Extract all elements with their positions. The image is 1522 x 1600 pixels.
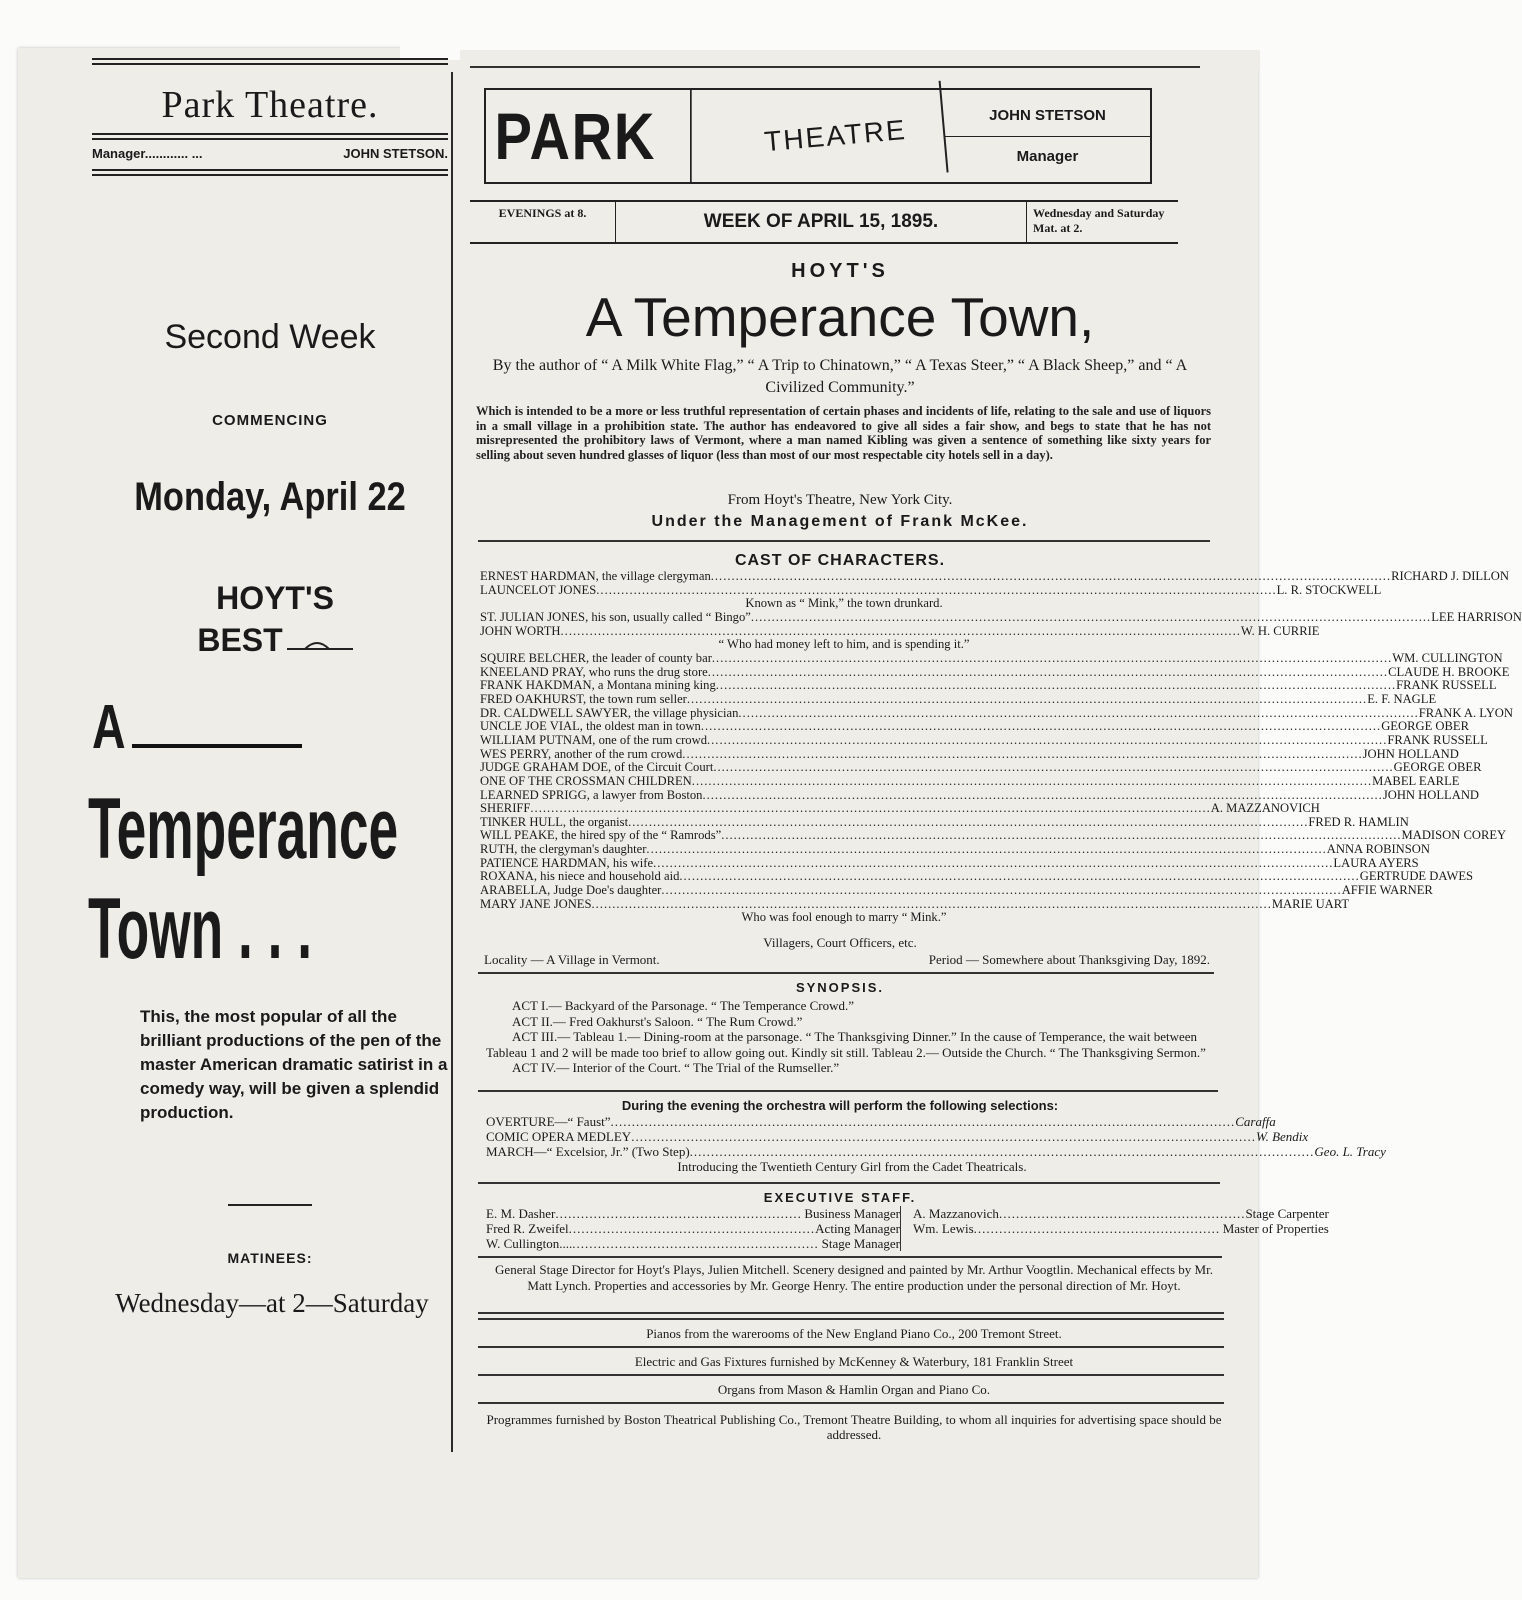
staff-left-column	[486, 1206, 900, 1251]
organs-notice: Organs from Mason & Hamlin Organ and Piano Co.	[717, 1382, 991, 1397]
big-a-underline	[132, 744, 302, 748]
leader-dots	[751, 611, 1431, 625]
flourish-icon	[287, 639, 353, 651]
fixtures-notice: Electric and Gas Fixtures furnished by McKenney & Waterbury, 181 Franklin Street	[634, 1354, 1074, 1369]
orchestra-list	[486, 1114, 1386, 1174]
staff-role: Master of Properties	[1222, 1221, 1329, 1236]
leader-dots	[687, 693, 1367, 707]
leader-dots	[569, 1221, 816, 1236]
leader-dots	[712, 652, 1392, 666]
leader-dots	[692, 775, 1372, 789]
cast-actor: WM. CULLINGTON	[1392, 650, 1503, 665]
park-word: PARK	[486, 90, 692, 182]
cast-row	[480, 883, 1433, 898]
staff-row	[913, 1221, 1329, 1236]
theatre-label: THEATRE	[763, 113, 908, 158]
commencing: COMMENCING	[212, 412, 328, 429]
cast-role: LAUNCELOT JONES	[480, 582, 597, 597]
hoyts-heading: HOYT'S	[791, 260, 889, 282]
short-rule	[228, 1204, 312, 1206]
cast-actor: MARIE UART	[1271, 896, 1350, 911]
production-credits: General Stage Director for Hoyt's Plays, Julien Mitchell. Scenery designed and painted by Mr. Arthur Voogtlin. Mechanical effects by Mr. Matt Lynch. Properties and accessories by Mr. George Henry. The entire production under the personal direction of Mr. Hoyt.	[495, 1262, 1213, 1293]
leader-dots	[628, 816, 1308, 830]
composer: W. Bendix	[1255, 1129, 1309, 1144]
rule	[92, 169, 448, 171]
leader-dots	[631, 1129, 1256, 1144]
column-divider	[451, 72, 453, 1452]
cast-title: CAST OF CHARACTERS.	[734, 552, 946, 569]
leader-dots	[530, 802, 1210, 816]
staff-role: Acting Manager	[815, 1221, 901, 1236]
cast-row	[480, 746, 1459, 762]
leader-dots	[611, 1114, 1236, 1129]
staff-name: Fred R. Zweifel	[486, 1221, 569, 1236]
big-town: Town . . .	[88, 881, 313, 977]
cast-role: FRANK HAKDMAN, a Montana mining king	[480, 678, 716, 693]
cast-actor: JOHN HOLLAND	[1362, 746, 1459, 761]
staff-name: A. Mazzanovich	[913, 1206, 999, 1221]
cast-role: ROXANA, his niece and household aid	[480, 869, 680, 884]
orchestra-item	[486, 1129, 1309, 1144]
leader-dots	[708, 666, 1388, 680]
orchestra-item	[486, 1114, 1276, 1129]
cast-row	[480, 760, 1482, 775]
opening-date: Monday, April 22	[134, 475, 406, 519]
piece: OVERTURE—“ Faust”	[486, 1114, 611, 1129]
cast-role: ERNEST HARDMAN, the village clergyman	[480, 569, 711, 583]
staff-row	[486, 1221, 900, 1236]
staff-row	[913, 1206, 1329, 1221]
cast-actor: FRED R. HAMLIN	[1308, 814, 1409, 829]
cast-row	[480, 732, 1488, 748]
cast-row	[480, 719, 1469, 734]
cast-actor: LAURA AYERS	[1333, 855, 1419, 870]
manager-title: Manager	[1016, 147, 1079, 165]
rule	[478, 1346, 1224, 1348]
staff-role: Stage Carpenter	[1245, 1206, 1329, 1221]
cast-row	[480, 650, 1503, 666]
leader-dots	[555, 1206, 804, 1221]
staff-role: Stage Manager	[821, 1236, 901, 1251]
act-4: ACT IV.— Interior of the Court. “ The Trial of the Rumseller.”	[512, 1060, 840, 1075]
second-week: Second Week	[164, 318, 376, 356]
cast-actor: CLAUDE H. BROOKE	[1388, 664, 1510, 679]
cast-actor: FRANK RUSSELL	[1396, 678, 1497, 693]
rule	[478, 1312, 1224, 1314]
act-3: ACT III.— Tableau 1.— Dining-room at the parsonage. “ The Thanksgiving Dinner.” In the cause of Temperance, the wait between Tableau 1 and 2 will be made too brief to allow going out. Kindly sit still. Tableau 2.— Outside the Church. “ The Thanksgiving Sermon.”	[486, 1029, 1206, 1060]
cast-note: Who was fool enough to marry “ Mink.”	[741, 910, 947, 925]
leader-dots	[561, 625, 1241, 639]
cast-role: SHERIFF	[480, 801, 531, 816]
left-blurb: This, the most popular of all the brilliant productions of the pen of the master American dramatic satirist in a comedy way, will be given a splendid production.	[140, 1007, 448, 1122]
cast-actor: MADISON COREY	[1401, 828, 1507, 843]
leader-dots	[707, 734, 1387, 748]
act-1: ACT I.— Backyard of the Parsonage. “ The Temperance Crowd.”	[512, 998, 855, 1013]
leader-dots	[738, 707, 1418, 721]
piece: MARCH—“ Excelsior, Jr.” (Two Step)	[486, 1144, 690, 1159]
cast-row	[480, 855, 1419, 871]
cast-actor: FRANK A. LYON	[1418, 705, 1513, 720]
rule	[478, 1374, 1224, 1376]
orchestra-item	[486, 1144, 1386, 1159]
left-manager-line	[92, 140, 448, 169]
hoyts-label: HOYT'S	[216, 580, 334, 616]
cast-role: FRED OAKHURST, the town rum seller	[480, 691, 687, 706]
staff-role: Business Manager	[804, 1206, 901, 1221]
leader-dots	[690, 1144, 1315, 1159]
staff-row	[486, 1236, 900, 1251]
staff-right-column	[900, 1206, 1329, 1251]
cast-actor: JOHN HOLLAND	[1382, 787, 1480, 802]
cast-role: WES PERRY, another of the rum crowd	[480, 746, 683, 761]
synopsis	[486, 998, 1214, 1076]
left-title: Park Theatre.	[161, 84, 379, 126]
rule	[478, 1256, 1222, 1258]
cast-row	[480, 828, 1507, 843]
staff-name: E. M. Dasher	[486, 1206, 556, 1221]
cast-role: ARABELLA, Judge Doe's daughter	[480, 883, 662, 898]
hoyts-best	[150, 578, 400, 661]
leader-dots	[721, 829, 1401, 843]
rule	[478, 1090, 1218, 1092]
cast-row	[480, 705, 1513, 721]
cast-actor: GEORGE OBER	[1381, 719, 1469, 734]
cast-role: WILL PEAKE, the hired spy of the “ Ramrods”	[480, 828, 722, 843]
cast-list	[480, 569, 1522, 925]
cast-row	[480, 582, 1382, 598]
leader-dots	[679, 870, 1359, 884]
rule	[92, 133, 448, 135]
best-label: BEST	[150, 620, 400, 662]
period: Period — Somewhere about Thanksgiving Day, 1892.	[928, 952, 1210, 967]
matinee-times: Wednesday and Saturday Mat. at 2.	[1033, 206, 1165, 235]
week-of: WEEK OF APRIL 15, 1895.	[616, 202, 1027, 242]
leader-dots	[661, 884, 1341, 898]
rule	[478, 1318, 1224, 1320]
cast-actor: W. H. CURRIE	[1240, 623, 1320, 638]
matinee-days: Wednesday—at 2—Saturday	[115, 1288, 429, 1318]
cast-actor: GERTRUDE DAWES	[1359, 869, 1474, 884]
cast-actor: RICHARD J. DILLON	[1391, 569, 1509, 583]
manager-name: JOHN STETSON	[945, 96, 1150, 137]
cast-row	[480, 773, 1460, 789]
cast-row	[480, 814, 1409, 830]
left-masthead	[92, 58, 448, 176]
manager-label: Manager............ ...	[92, 146, 203, 161]
rule	[92, 58, 448, 60]
staff-row	[486, 1206, 900, 1221]
cast-actor: AFFIE WARNER	[1341, 883, 1433, 898]
theatre-word	[724, 81, 948, 192]
cast-role: SQUIRE BELCHER, the leader of county bar	[480, 650, 712, 665]
cast-row	[480, 664, 1510, 680]
right-masthead	[484, 88, 1152, 184]
from-line: From Hoyt's Theatre, New York City.	[727, 492, 953, 508]
cast-actor: A. MAZZANOVICH	[1210, 801, 1320, 816]
leader-dots	[974, 1221, 1223, 1236]
cast-role: RUTH, the clergyman's daughter	[480, 842, 647, 857]
staff-title: EXECUTIVE STAFF.	[763, 1190, 917, 1205]
play-title: A Temperance Town,	[585, 286, 1095, 348]
leader-dots	[713, 761, 1393, 775]
composer: Caraffa	[1235, 1114, 1276, 1129]
cast-role: LEARNED SPRIGG, a lawyer from Boston	[480, 787, 703, 802]
cast-row	[480, 787, 1480, 803]
leader-dots	[596, 584, 1276, 598]
programmes-notice: Programmes furnished by Boston Theatrical Publishing Co., Tremont Theatre Building, to whom all inquiries for advertising space should be addressed.	[486, 1412, 1222, 1442]
synopsis-title: SYNOPSIS.	[795, 980, 885, 995]
pianos-notice: Pianos from the warerooms of the New England Piano Co., 200 Tremont Street.	[646, 1326, 1062, 1341]
cast-role: JUDGE GRAHAM DOE, of the Circuit Court	[480, 760, 714, 775]
cast-role: KNEELAND PRAY, who runs the drug store	[480, 664, 708, 679]
locality-row	[484, 952, 1210, 968]
schedule-row	[470, 200, 1178, 244]
leader-dots	[999, 1206, 1246, 1221]
manager-name: JOHN STETSON.	[343, 146, 448, 161]
leader-dots	[702, 789, 1382, 803]
cast-actor: LEE HARRISON	[1431, 609, 1522, 624]
cast-role: PATIENCE HARDMAN, his wife	[480, 855, 654, 870]
villagers: Villagers, Court Officers, etc.	[763, 935, 917, 950]
cast-actor: ANNA ROBINSON	[1326, 842, 1430, 857]
leader-dots	[646, 843, 1326, 857]
cast-role: ONE OF THE CROSSMAN CHILDREN	[480, 773, 692, 788]
cast-actor: MABEL EARLE	[1372, 773, 1460, 788]
rule	[478, 1182, 1220, 1184]
cast-row	[480, 623, 1320, 639]
piece: COMIC OPERA MEDLEY	[486, 1129, 632, 1144]
cast-note: “ Who had money left to him, and is spending it.”	[718, 637, 970, 652]
locality: Locality — A Village in Vermont.	[484, 952, 660, 967]
rule	[478, 540, 1210, 542]
composer: Geo. L. Tracy	[1314, 1144, 1386, 1159]
cast-row	[480, 896, 1350, 912]
cast-row	[480, 609, 1522, 625]
cast-role: MARY JANE JONES	[480, 896, 592, 911]
staff-list	[486, 1206, 1329, 1251]
orchestra-intro: Introducing the Twentieth Century Girl from the Cadet Theatricals.	[677, 1159, 1027, 1174]
cast-role: TINKER HULL, the organist	[480, 814, 629, 829]
matinees-label: MATINEES:	[227, 1250, 313, 1266]
leader-dots	[682, 748, 1362, 762]
staff-name: Wm. Lewis	[913, 1221, 974, 1236]
evenings: EVENINGS at 8.	[470, 202, 616, 242]
cast-role: ST. JULIAN JONES, his son, usually called “ Bingo”	[480, 609, 751, 624]
rule	[92, 174, 448, 176]
play-description: Which is intended to be a more or less truthful representation of certain phases and incidents of life, relating to the sale and use of liquors in a small village in a prohibition state. The author has endeavored to give all sides a fair show, and begs to state that he has not misrepresented the prohibitory laws of Vermont, where a man named Kibling was given a sentence of something like sixty years for selling about seven hundred glasses of liquor (less than most of our most respectable city hotels sell in a day).	[476, 404, 1211, 462]
cast-role: WILLIAM PUTNAM, one of the rum crowd	[480, 732, 707, 747]
leader-dots	[592, 898, 1272, 912]
leader-dots	[572, 1236, 821, 1251]
big-a: A	[92, 693, 126, 762]
cast-note: Known as “ Mink,” the town drunkard.	[745, 596, 943, 611]
leader-dots	[653, 857, 1333, 871]
cast-row	[480, 801, 1320, 816]
cast-actor: L. R. STOCKWELL	[1276, 582, 1382, 597]
cast-actor: E. F. NAGLE	[1367, 691, 1437, 706]
leader-dots	[711, 570, 1391, 584]
cast-row	[480, 678, 1497, 693]
cast-row	[480, 842, 1430, 857]
cast-role: UNCLE JOE VIAL, the oldest man in town	[480, 719, 701, 734]
staff-name: W. Cullington....	[486, 1236, 573, 1251]
cast-actor: FRANK RUSSELL	[1387, 732, 1488, 747]
leader-dots	[716, 679, 1396, 693]
cast-role: JOHN WORTH	[480, 623, 561, 638]
cast-role: DR. CALDWELL SAWYER, the village physician	[480, 705, 739, 720]
big-temperance: Temperance	[88, 781, 399, 877]
rule	[478, 1402, 1224, 1404]
byline: By the author of “ A Milk White Flag,” “ A Trip to Chinatown,” “ A Texas Steer,” “ A Black Sheep,” and “ A Civilized Community.”	[492, 357, 1188, 396]
cast-row	[480, 569, 1509, 584]
act-2: ACT II.— Fred Oakhurst's Saloon. “ The Rum Crowd.”	[512, 1013, 803, 1029]
leader-dots	[701, 720, 1381, 734]
manager-box	[945, 90, 1150, 182]
management-line: Under the Management of Frank McKee.	[651, 513, 1029, 530]
cast-actor: GEORGE OBER	[1393, 760, 1482, 775]
cast-row	[480, 691, 1437, 707]
rule	[478, 972, 1214, 974]
cast-row	[480, 869, 1474, 884]
top-rule	[470, 66, 1200, 68]
orchestra-title: During the evening the orchestra will perform the following selections:	[621, 1098, 1059, 1113]
